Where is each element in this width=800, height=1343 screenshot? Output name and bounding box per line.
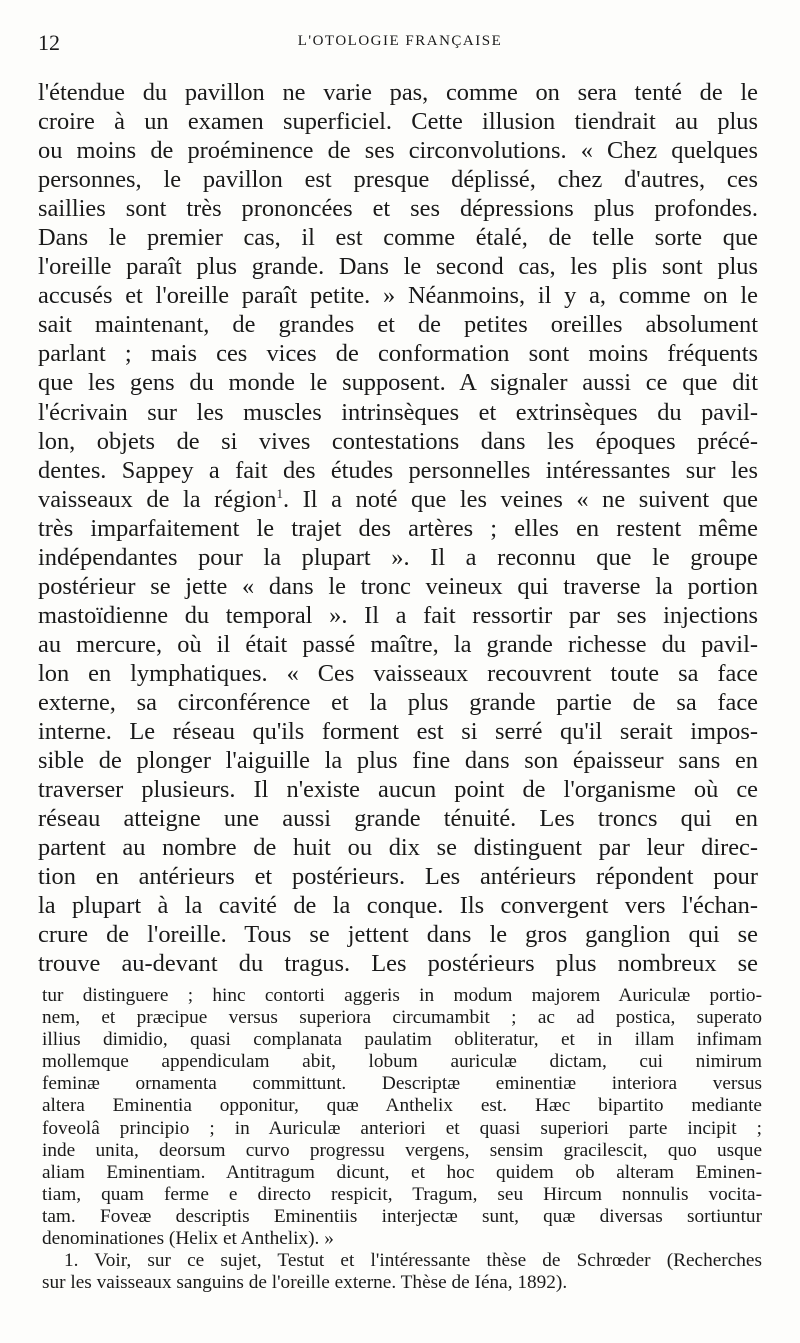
latin-quote-line: mollemque appendiculam abit, lobum auriculæ dictam, cui nimirum xyxy=(42,1051,762,1073)
body-line: interne. Le réseau qu'ils forment est si serré qu'il serait impos- xyxy=(38,718,758,746)
body-line: crure de l'oreille. Tous se jettent dans le gros ganglion qui se xyxy=(38,921,758,949)
footnote xyxy=(42,1250,762,1294)
latin-quote-line: denominationes (Helix et Anthelix). » xyxy=(42,1228,334,1250)
footnote-reference-marker[interactable]: 1 xyxy=(276,485,283,501)
body-line-text: . Il a noté que les veines « ne suivent que xyxy=(282,485,758,513)
body-line: externe, sa circonférence et la plus grande partie de sa face xyxy=(38,688,758,716)
body-line: l'écrivain sur les muscles intrinsèques et extrinsèques du pavil- xyxy=(38,398,758,426)
body-line: au mercure, où il était passé maître, la grande richesse du pavil- xyxy=(38,630,758,658)
notes-block xyxy=(42,985,762,1294)
body-line: lon, objets de si vives contestations dans les époques précé- xyxy=(38,427,758,455)
body-line: l'étendue du pavillon ne varie pas, comme on sera tenté de le xyxy=(38,79,758,106)
page-number: 12 xyxy=(38,30,60,55)
body-line: personnes, le pavillon est presque déplissé, chez d'autres, ces xyxy=(38,166,758,194)
latin-quote-line: foveolâ principio ; in Auriculæ anteriori et quasi superiori parte incipit ; xyxy=(42,1117,762,1139)
body-line: mastoïdienne du temporal ». Il a fait ressortir par ses injections xyxy=(38,601,758,629)
footnote-line: sur les vaisseaux sanguins de l'oreille externe. Thèse de Iéna, 1892). xyxy=(42,1272,568,1294)
latin-quote-line: feminæ ornamenta committunt. Descriptæ eminentiæ interiora versus xyxy=(42,1073,762,1095)
body-line-with-footnote-ref xyxy=(38,485,758,514)
body-line: accusés et l'oreille paraît petite. » Néanmoins, il y a, comme on le xyxy=(38,282,758,310)
latin-quote-line: tam. Foveæ descriptis Eminentiis interjectæ sunt, quæ diversas sortiuntur xyxy=(42,1205,762,1227)
latin-quote-line: nem, et præcipue versus superiora circumambit ; ac ad postica, superato xyxy=(42,1007,762,1029)
body-line: parlant ; mais ces vices de conformation sont moins fréquents xyxy=(38,340,758,368)
body-line: saillies sont très prononcées et ses dépressions plus profondes. xyxy=(38,195,758,223)
latin-quote-line: aliam Eminentiam. Antitragum dicunt, et hoc quidem ob alteram Eminen- xyxy=(42,1161,762,1183)
main-text xyxy=(38,78,758,978)
footnote-line: 1. Voir, sur ce sujet, Testut et l'intéressante thèse de Schrœder (Recherches xyxy=(64,1250,762,1272)
latin-quote-line: tiam, quam ferme e directo respicit, Tragum, seu Hircum nonnulis vocita- xyxy=(42,1183,762,1205)
latin-quote-line: inde unita, deorsum curvo progressu vergens, sensim gracilescit, quo usque xyxy=(42,1139,762,1161)
body-line: trouve au-devant du tragus. Les postérieurs plus nombreux se xyxy=(38,950,758,978)
body-line: que les gens du monde le supposent. A signaler aussi ce que dit xyxy=(38,369,758,397)
body-line: Dans le premier cas, il est comme étalé, de telle sorte que xyxy=(38,224,758,252)
latin-quote-line: tur distinguere ; hinc contorti aggeris in modum majorem Auriculæ portio- xyxy=(42,985,762,1006)
body-line: ou moins de proéminence de ses circonvolutions. « Chez quelques xyxy=(38,137,758,165)
body-line: tion en antérieurs et postérieurs. Les antérieurs répondent pour xyxy=(38,863,758,891)
latin-quote-line: altera Eminentia opponitur, quæ Anthelix est. Hæc bipartito mediante xyxy=(42,1095,762,1117)
latin-quote-line: illius dimidio, quasi complanata paulatim obliteratur, et in illam infimam xyxy=(42,1029,762,1051)
body-line: la plupart à la cavité de la conque. Ils convergent vers l'échan- xyxy=(38,892,758,920)
page-header xyxy=(38,30,762,56)
body-line: lon en lymphatiques. « Ces vaisseaux recouvrent toute sa face xyxy=(38,659,758,687)
body-line: l'oreille paraît plus grande. Dans le second cas, les plis sont plus xyxy=(38,253,758,281)
body-line: croire à un examen superficiel. Cette illusion tiendrait au plus xyxy=(38,108,758,136)
body-line: postérieur se jette « dans le tronc veineux qui traverse la portion xyxy=(38,572,758,600)
body-line: partent au nombre de huit ou dix se distinguent par leur direc- xyxy=(38,834,758,862)
body-line: très imparfaitement le trajet des artères ; elles en restent même xyxy=(38,514,758,542)
body-line: sait maintenant, de grandes et de petites oreilles absolument xyxy=(38,311,758,339)
body-line: indépendantes pour la plupart ». Il a reconnu que le groupe xyxy=(38,543,758,571)
body-line: réseau atteigne une aussi grande ténuité. Les troncs qui en xyxy=(38,805,758,833)
body-line: dentes. Sappey a fait des études personnelles intéressantes sur les xyxy=(38,456,758,484)
body-line: sible de plonger l'aiguille la plus fine dans son épaisseur sans en xyxy=(38,747,758,775)
body-line-text: vaisseaux de la région xyxy=(38,485,277,513)
running-title: L'OTOLOGIE FRANÇAISE xyxy=(297,33,503,49)
body-line: traverser plusieurs. Il n'existe aucun point de l'organisme où ce xyxy=(38,776,758,804)
